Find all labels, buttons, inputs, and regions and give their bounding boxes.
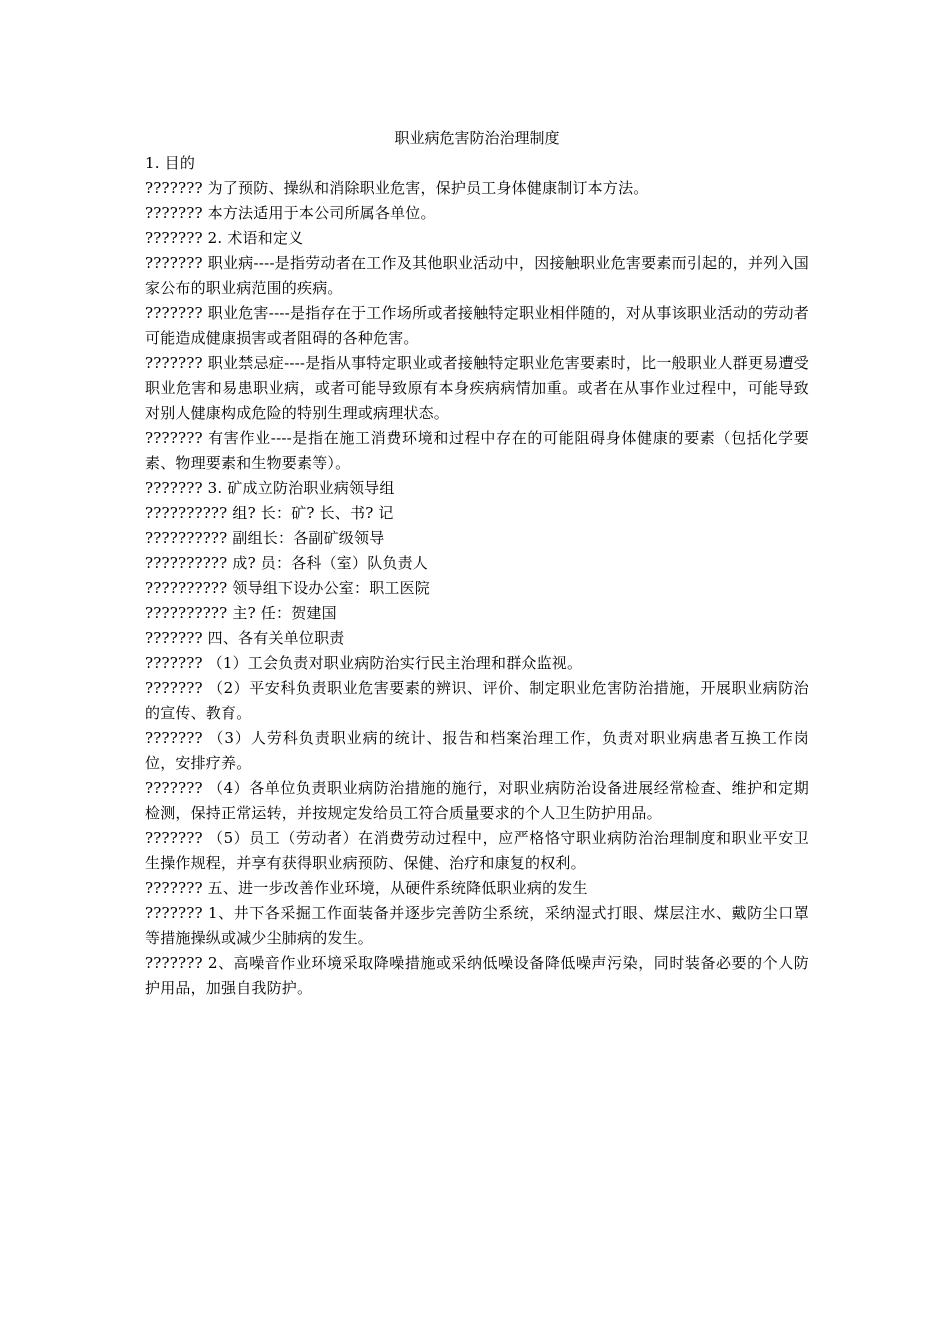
- paragraph-duty-5: ??????? （5）员工（劳动者）在消费劳动过程中，应严格恪守职业病防治治理制度和职业平安卫生操作规程，并享有获得职业病预防、保健、治疗和康复的权利。: [145, 829, 809, 872]
- paragraph-members: ?????????? 成? 员：各科（室）队负责人: [145, 554, 428, 572]
- paragraph-purpose-heading: 1. 目的: [145, 154, 196, 172]
- paragraph-purpose: ??????? 为了预防、操纵和消除职业危害，保护员工身体健康制订本方法。: [145, 179, 649, 197]
- document-title: 职业病危害防治治理制度: [394, 129, 560, 147]
- paragraph-leadership-heading: ??????? 3. 矿成立防治职业病领导组: [145, 479, 395, 497]
- paragraph-duty-3: ??????? （3）人劳科负责职业病的统计、报告和档案治理工作，负责对职业病患者互换工作岗位，安排疗养。: [145, 729, 809, 772]
- paragraph-duties-heading: ??????? 四、各有关单位职责: [145, 629, 345, 647]
- paragraph-leader: ?????????? 组? 长：矿? 长、书? 记: [145, 504, 394, 522]
- paragraph-duty-2: ??????? （2）平安科负责职业危害要素的辨识、评价、制定职业危害防治措施，开展职业病防治的宣传、教育。: [145, 679, 809, 722]
- paragraph-improvement-1: ??????? 1、井下各采掘工作面装备并逐步完善防尘系统，采纳湿式打眼、煤层注水、戴防尘口罩等措施操纵或减少尘肺病的发生。: [145, 904, 809, 947]
- paragraph-office: ?????????? 领导组下设办公室：职工医院: [145, 579, 430, 597]
- document-body: [145, 126, 809, 1001]
- paragraph-improvement-2: ??????? 2、高噪音作业环境采取降噪措施或采纳低噪设备降低噪声污染，同时装备必要的个人防护用品，加强自我防护。: [145, 954, 809, 997]
- paragraph-duty-1: ??????? （1）工会负责对职业病防治实行民主治理和群众监视。: [145, 654, 583, 672]
- paragraph-deputy-leader: ?????????? 副组长：各副矿级领导: [145, 529, 385, 547]
- paragraph-terms-heading: ??????? 2. 术语和定义: [145, 229, 304, 247]
- paragraph-duty-4: ??????? （4）各单位负责职业病防治措施的施行，对职业病防治设备进展经常检查、维护和定期检测，保持正常运转，并按规定发给员工符合质量要求的个人卫生防护用品。: [145, 779, 809, 822]
- paragraph-term-occupational-hazard: ??????? 职业危害----是指存在于工作场所或者接触特定职业相伴随的，对从事该职业活动的劳动者可能造成健康损害或者阻碍的各种危害。: [145, 304, 809, 347]
- paragraph-term-occupational-disease: ??????? 职业病----是指劳动者在工作及其他职业活动中，因接触职业危害要素而引起的，并列入国家公布的职业病范围的疾病。: [145, 254, 809, 297]
- paragraph-improvement-heading: ??????? 五、进一步改善作业环境，从硬件系统降低职业病的发生: [145, 879, 588, 897]
- paragraph-director: ?????????? 主? 任：贺建国: [145, 604, 337, 622]
- paragraph-term-harmful-work: ??????? 有害作业----是指在施工消费环境和过程中存在的可能阻碍身体健康的要素（包括化学要素、物理要素和生物要素等）。: [145, 429, 809, 472]
- paragraph-term-contraindication: ??????? 职业禁忌症----是指从事特定职业或者接触特定职业危害要素时，比一般职业人群更易遭受职业危害和易患职业病，或者可能导致原有本身疾病病情加重。或者在从事作业过程中，可能导致对别人健康构成危险的特别生理或病理状态。: [145, 354, 809, 422]
- paragraph-scope: ??????? 本方法适用于本公司所属各单位。: [145, 204, 436, 222]
